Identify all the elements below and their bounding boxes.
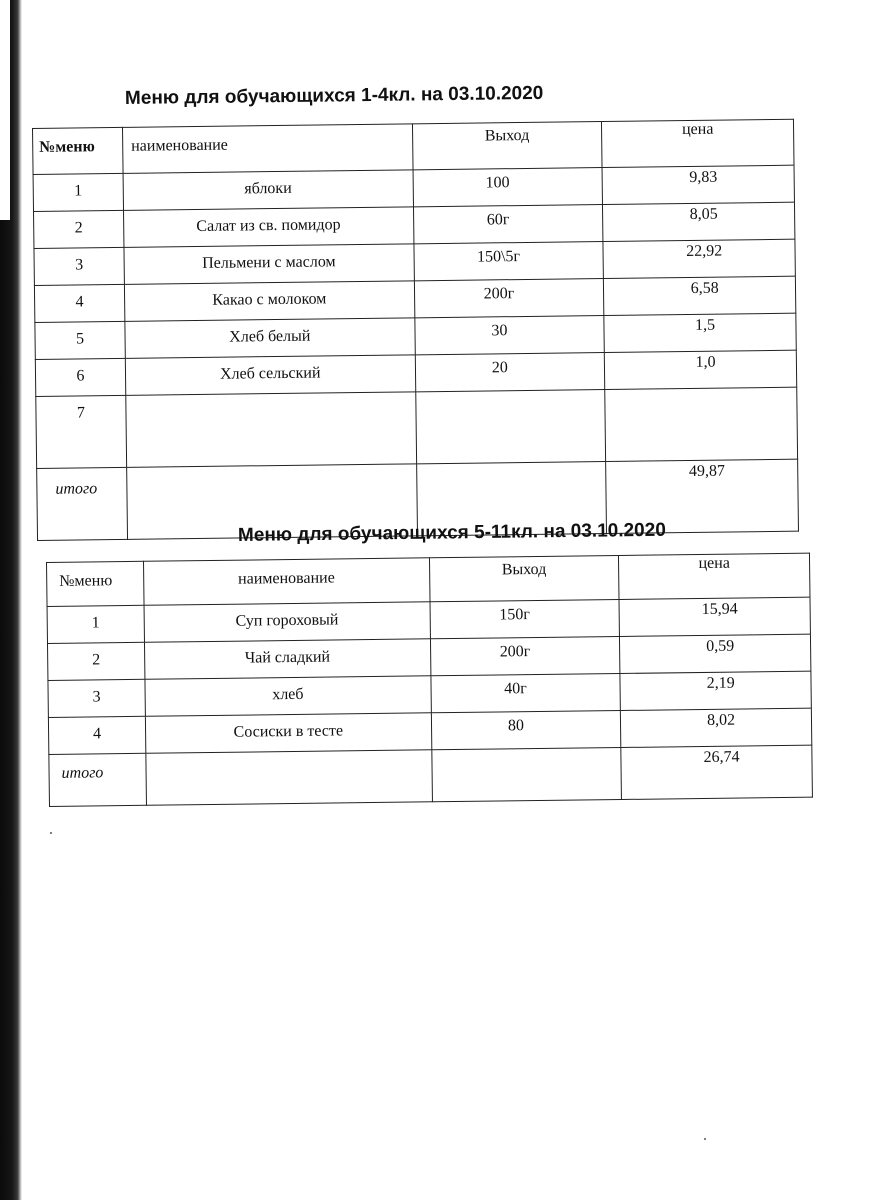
row-out: 80 <box>431 710 621 749</box>
row-out: 150\5г <box>413 242 603 281</box>
row-price: 8,05 <box>603 202 795 241</box>
row-num: 3 <box>48 679 145 717</box>
row-price: 6,58 <box>604 276 796 315</box>
row-num: 1 <box>33 173 123 211</box>
row-name: Хлеб сельский <box>125 355 415 396</box>
menu-1-title: Меню для обучающихся 1-4кл. на 03.10.2020 <box>124 82 544 109</box>
row-name: Чай сладкий <box>144 639 430 679</box>
header-out: Выход <box>412 122 602 170</box>
scan-speck <box>704 1138 706 1140</box>
row-price: 1,0 <box>605 350 797 389</box>
row-num: 6 <box>35 358 125 396</box>
row-price: 15,94 <box>619 597 810 636</box>
header-num: №меню <box>33 127 123 174</box>
row-name <box>126 392 416 468</box>
row-out: 100 <box>413 168 603 207</box>
row-name: Салат из св. помидор <box>123 207 413 248</box>
header-out: Выход <box>429 556 619 602</box>
row-out: 200г <box>430 636 620 675</box>
row-num: 3 <box>34 247 124 285</box>
row-price: 1,5 <box>604 313 796 352</box>
row-num: 4 <box>48 716 145 754</box>
row-num: 2 <box>34 210 124 248</box>
row-out: 30 <box>414 316 604 355</box>
scan-edge-mask <box>0 0 10 220</box>
row-out: 60г <box>413 205 603 244</box>
total-row <box>49 745 813 806</box>
row-price <box>605 387 798 461</box>
row-out: 40г <box>430 673 620 712</box>
row-name: Пельмени с маслом <box>124 244 414 285</box>
menu-2-title: Меню для обучающихся 5-11кл. на 03.10.2020 <box>237 519 666 546</box>
menu-1-table <box>32 119 799 541</box>
header-num: №меню <box>47 561 144 606</box>
header-price: цена <box>619 553 810 599</box>
row-name: Хлеб белый <box>125 318 415 359</box>
row-num: 7 <box>36 395 127 468</box>
row-price: 22,92 <box>603 239 795 278</box>
row-out: 200г <box>414 279 604 318</box>
header-name: наименование <box>143 558 429 605</box>
row-out <box>415 390 606 464</box>
row-price: 0,59 <box>620 634 811 673</box>
total-label: итого <box>37 467 128 540</box>
total-price: 49,87 <box>606 459 799 533</box>
menu-2-table <box>46 553 813 807</box>
header-name: наименование <box>122 124 412 174</box>
table-row <box>36 387 798 468</box>
total-empty <box>431 747 621 801</box>
row-name: яблоки <box>123 170 413 211</box>
row-name: Суп гороховый <box>144 602 430 642</box>
row-out: 20 <box>415 353 605 392</box>
row-name: Какао с молоком <box>124 281 414 322</box>
row-num: 1 <box>47 605 144 643</box>
row-num: 2 <box>47 642 144 680</box>
scan-speck <box>50 832 52 834</box>
row-num: 4 <box>34 284 124 322</box>
header-price: цена <box>602 119 794 167</box>
row-num: 5 <box>35 321 125 359</box>
row-price: 2,19 <box>620 671 811 710</box>
total-price: 26,74 <box>621 745 812 799</box>
row-name: Сосиски в тесте <box>145 713 431 753</box>
total-empty <box>146 750 432 805</box>
row-out: 150г <box>430 599 620 638</box>
total-label: итого <box>49 753 147 806</box>
row-price: 8,02 <box>621 708 812 747</box>
row-name: хлеб <box>145 676 431 716</box>
row-price: 9,83 <box>602 165 794 204</box>
